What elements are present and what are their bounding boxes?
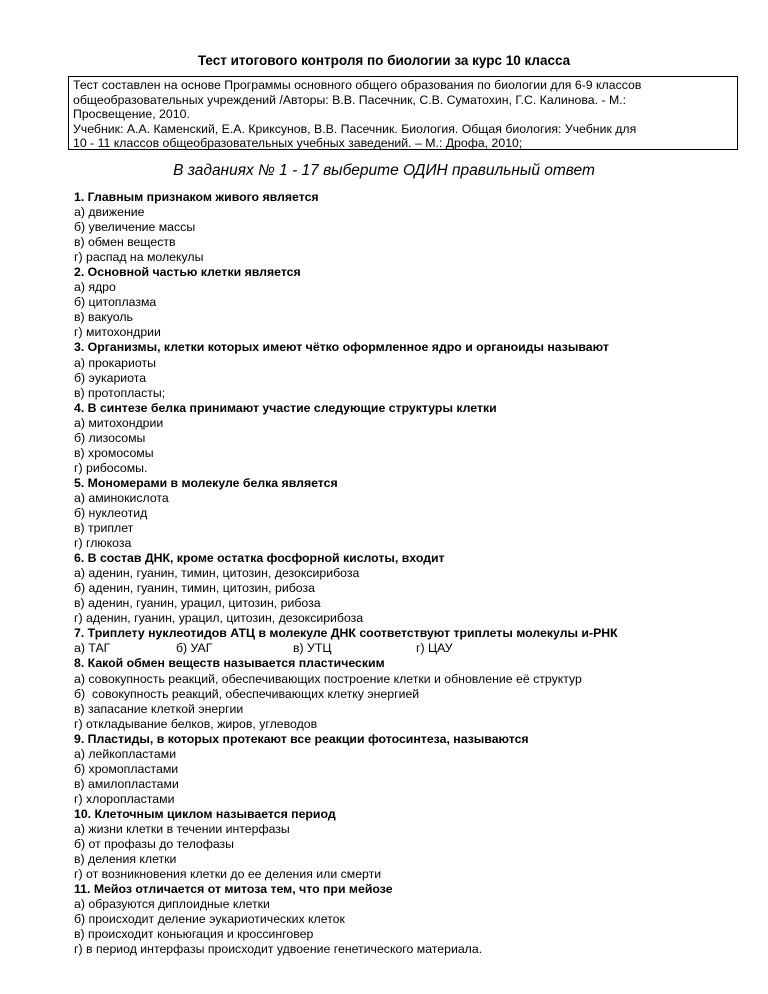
answer-option: б) увеличение массы: [74, 220, 196, 235]
answer-option: г) митохондрии: [74, 325, 161, 340]
question-9: [74, 732, 754, 807]
answer-option: г) аденин, гуанин, урацил, цитозин, дезоксирибоза: [74, 611, 364, 626]
answer-option: б) аденин, гуанин, тимин, цитозин, рибоза: [74, 581, 315, 596]
answer-option: г) хлоропластами: [74, 791, 175, 806]
answer-option: в) триплет: [74, 521, 134, 536]
question-3: [74, 340, 754, 400]
answer-option: г) откладывание белков, жиров, углеводов: [74, 716, 318, 731]
question-2: [74, 265, 754, 340]
answer-option: г) распад на молекулы: [74, 250, 204, 265]
answer-option: в) происходит коньюгация и кроссинговер: [74, 927, 314, 942]
info-line: 10 - 11 классов общеобразовательных учебных заведений. – М.: Дрофа, 2010;: [73, 136, 523, 151]
question-title: 1. Главным признаком живого является: [74, 190, 319, 204]
question-title: 6. В состав ДНК, кроме остатка фосфорной кислоты, входит: [74, 551, 445, 566]
answer-option: а) ядро: [74, 280, 116, 295]
answer-option: а) жизни клетки в течении интерфазы: [74, 821, 290, 836]
answer-option: б) совокупность реакций, обеспечивающих клетку энергией: [74, 686, 420, 701]
question-title: 4. В синтезе белка принимают участие следующие структуры клетки: [74, 400, 497, 415]
question-1: [74, 190, 754, 265]
answer-option: а) митохондрии: [74, 415, 164, 430]
source-info-box: [68, 76, 738, 150]
question-title: 9. Пластиды, в которых протекают все реакции фотосинтеза, называются: [74, 731, 529, 746]
instruction-heading: В заданиях № 1 - 17 выберите ОДИН правильный ответ: [173, 162, 595, 179]
question-list: [74, 190, 754, 957]
answer-option: б) хромопластами: [74, 761, 179, 776]
answer-option: а) образуются диплоидные клетки: [74, 897, 270, 912]
answer-option: б) эукариота: [74, 370, 147, 385]
question-4: [74, 401, 754, 476]
answer-option: б) УАГ: [176, 641, 213, 656]
answer-option: б) происходит деление эукариотических клеток: [74, 912, 345, 927]
answer-option: а) аденин, гуанин, тимин, цитозин, дезоксирибоза: [74, 566, 360, 581]
answer-option: а) совокупность реакций, обеспечивающих построение клетки и обновление её структур: [74, 671, 582, 686]
answer-option: б) от профазы до телофазы: [74, 837, 235, 852]
info-line: Тест составлен на основе Программы основного общего образования по биологии для 6-9 классов: [73, 78, 642, 92]
answer-option: б) нуклеотид: [74, 505, 148, 520]
question-title: 10. Клеточным циклом называется период: [74, 806, 336, 821]
question-title: 3. Организмы, клетки которых имеют чётко оформленное ядро и органоиды называют: [74, 340, 609, 355]
answer-option: б) лизосомы: [74, 430, 146, 445]
answer-option: а) лейкопластами: [74, 746, 177, 761]
question-11: [74, 882, 754, 957]
answer-option: а) движение: [74, 205, 145, 220]
info-line: общеобразовательных учреждений /Авторы: В.В. Пасечник, С.В. Суматохин, Г.С. Калинова. - М.:: [73, 92, 627, 107]
answer-option: в) аденин, гуанин, урацил, цитозин, рибоза: [74, 596, 321, 611]
answer-option: г) в период интерфазы происходит удвоение генетического материала.: [74, 942, 483, 957]
question-title: 11. Мейоз отличается от митоза тем, что при мейозе: [74, 882, 393, 897]
question-title: 8. Какой обмен веществ называется пластическим: [74, 656, 385, 671]
inline-options-row: [74, 641, 754, 656]
answer-option: в) УТЦ: [293, 641, 332, 656]
answer-option: в) амилопластами: [74, 776, 179, 791]
question-title: 2. Основной частью клетки является: [74, 265, 301, 280]
question-8: [74, 656, 754, 731]
question-7: [74, 626, 754, 656]
question-10: [74, 807, 754, 882]
question-6: [74, 551, 754, 626]
answer-option: г) глюкоза: [74, 536, 132, 551]
answer-option: в) вакуоль: [74, 310, 133, 325]
page-title: Тест итогового контроля по биологии за курс 10 класса: [197, 53, 571, 68]
question-5: [74, 476, 754, 551]
answer-option: в) протопласты;: [74, 385, 166, 400]
answer-option: г) рибосомы.: [74, 460, 148, 475]
answer-option: б) цитоплазма: [74, 295, 157, 310]
answer-option: а) ТАГ: [74, 641, 111, 656]
answer-option: в) запасание клеткой энергии: [74, 701, 244, 716]
answer-option: в) деления клетки: [74, 852, 177, 867]
question-title: 7. Триплету нуклеотидов АТЦ в молекуле ДНК соответствуют триплеты молекулы и-РНК: [74, 626, 618, 641]
info-line: Учебник: А.А. Каменский, Е.А. Криксунов, В.В. Пасечник. Биология. Общая биология: Учебник для: [73, 121, 637, 136]
answer-option: а) аминокислота: [74, 490, 169, 505]
info-line: Просвещение, 2010.: [73, 107, 190, 122]
answer-option: в) хромосомы: [74, 445, 154, 460]
question-title: 5. Мономерами в молекуле белка является: [74, 475, 338, 490]
answer-option: г) ЦАУ: [416, 641, 453, 656]
answer-option: в) обмен веществ: [74, 235, 176, 250]
answer-option: г) от возникновения клетки до ее деления или смерти: [74, 867, 382, 882]
answer-option: а) прокариоты: [74, 355, 156, 370]
